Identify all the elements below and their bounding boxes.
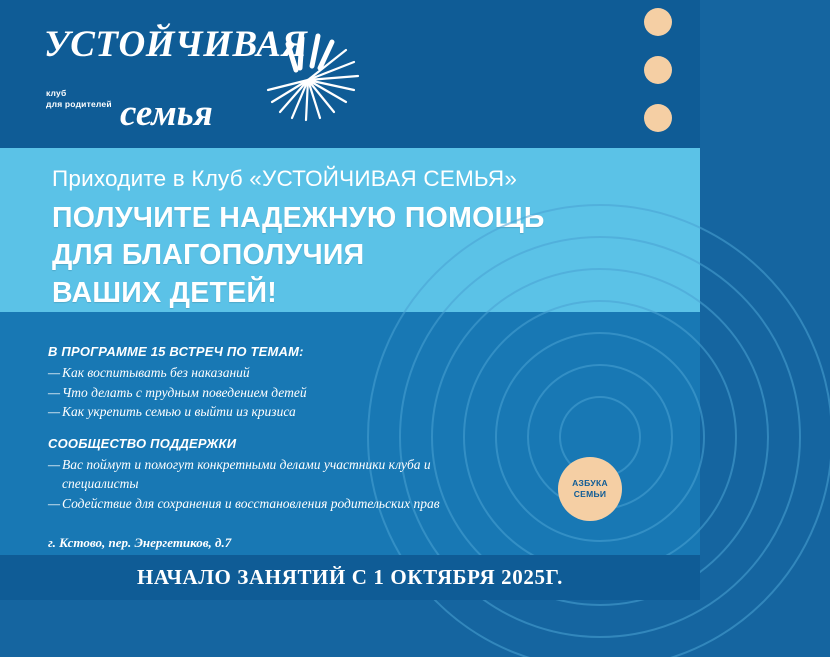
- start-date-text: НАЧАЛО ЗАНЯТИЙ С 1 ОКТЯБРЯ 2025Г.: [136, 565, 564, 589]
- logo-subtitle-line1: клуб: [46, 88, 67, 98]
- page-title-line3: ВАШИХ ДЕТЕЙ!: [52, 276, 278, 309]
- program-heading: В ПРОГРАММЕ 15 ВСТРЕЧ ПО ТЕМАМ:: [48, 344, 304, 359]
- list-item-label: Как укрепить семью и выйти из кризиса: [62, 404, 296, 420]
- dash-bullet-icon: —: [48, 456, 61, 472]
- list-item: [48, 402, 468, 422]
- address-text: г. Кстово, пер. Энергетиков, д.7: [48, 535, 232, 551]
- dash-bullet-icon: —: [48, 365, 61, 380]
- community-list: [48, 455, 468, 514]
- sparkle-burst-icon: [250, 28, 370, 128]
- logo-name-line1: УСТОЙЧИВАЯ: [44, 24, 308, 65]
- decor-dot: [644, 8, 672, 36]
- dash-bullet-icon: —: [48, 384, 61, 400]
- header-band: [0, 0, 700, 148]
- decor-dot: [644, 56, 672, 84]
- program-band: [0, 312, 700, 555]
- dash-bullet-icon: —: [48, 495, 61, 511]
- list-item-label: Содействие для сохранения и восстановления родительских прав: [62, 495, 440, 511]
- badge-line2: СЕМЬИ: [573, 489, 607, 499]
- dash-bullet-icon: —: [48, 404, 61, 420]
- list-item: [48, 383, 468, 403]
- logo-name-line2: семья: [120, 93, 213, 134]
- logo-subtitle: [46, 88, 112, 109]
- azbuka-semyi-badge: [558, 457, 622, 521]
- community-heading: СООБЩЕСТВО ПОДДЕРЖКИ: [48, 435, 237, 451]
- program-content: [48, 344, 468, 579]
- list-item-label: Что делать с трудным поведением детей: [62, 384, 307, 400]
- list-item: [48, 494, 468, 514]
- footer-band: [0, 555, 700, 600]
- decor-dot: [644, 104, 672, 132]
- list-item: [48, 363, 468, 383]
- page-title-line1: ПОЛУЧИТЕ НАДЕЖНУЮ ПОМОЩЬ: [52, 202, 545, 234]
- list-item-label: Вас поймут и помогут конкретными делами участники клуба и специалисты: [62, 456, 431, 492]
- pre-title: Приходите в Клуб «УСТОЙЧИВАЯ СЕМЬЯ»: [52, 166, 518, 191]
- page-title-line2: ДЛЯ БЛАГОПОЛУЧИЯ: [52, 239, 365, 272]
- badge-line1: АЗБУКА: [572, 477, 608, 488]
- list-item: [48, 455, 468, 494]
- logo-subtitle-line2: для родителей: [46, 98, 112, 109]
- program-list: [48, 363, 468, 422]
- list-item-label: Как воспитывать без наказаний: [62, 365, 250, 380]
